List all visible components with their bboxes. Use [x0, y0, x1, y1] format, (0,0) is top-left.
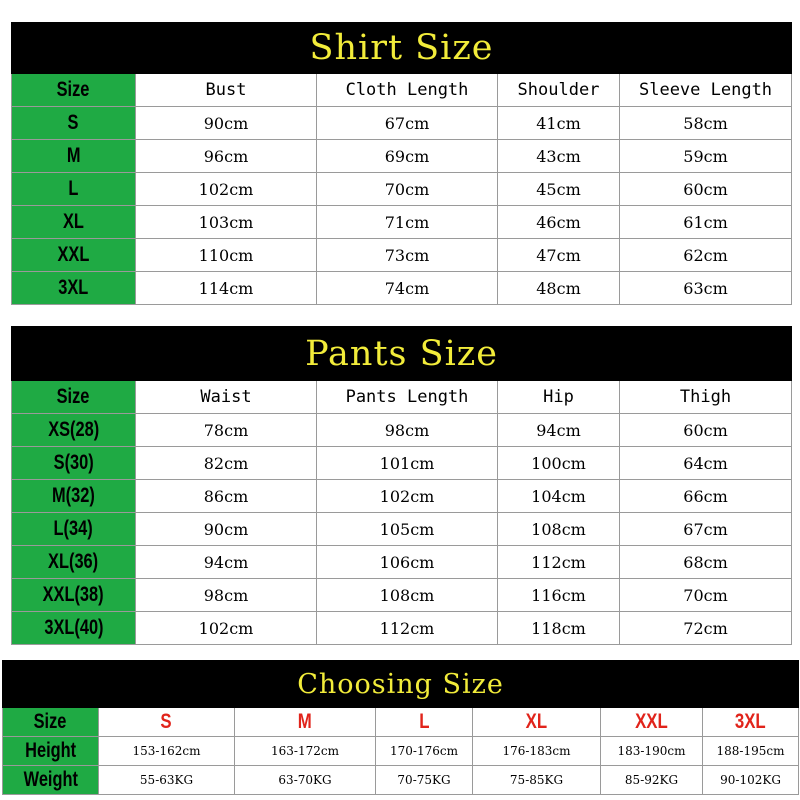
size-cell: M: [12, 140, 136, 173]
weight-cell: 70-75KG: [376, 766, 473, 795]
value-cell: 103cm: [136, 206, 317, 239]
pants-header-size: Size: [12, 381, 136, 414]
value-cell: 63cm: [620, 272, 792, 305]
value-cell: 74cm: [317, 272, 498, 305]
value-cell: 94cm: [136, 546, 317, 579]
shirt-header-row: [12, 74, 792, 107]
size-option: L: [376, 708, 473, 737]
value-cell: 104cm: [498, 480, 620, 513]
value-cell: 106cm: [317, 546, 498, 579]
shirt-size-title: Shirt Size: [12, 23, 792, 74]
value-cell: 67cm: [620, 513, 792, 546]
weight-cell: 55-63KG: [99, 766, 235, 795]
shirt-header-shoulder: Shoulder: [498, 74, 620, 107]
size-cell: XL: [12, 206, 136, 239]
pants-header-row: [12, 381, 792, 414]
size-cell: XXL: [12, 239, 136, 272]
value-cell: 67cm: [317, 107, 498, 140]
choosing-size-label: Size: [3, 708, 99, 737]
size-cell: M(32): [12, 480, 136, 513]
height-cell: 188-195cm: [703, 737, 799, 766]
weight-cell: 63-70KG: [235, 766, 376, 795]
value-cell: 110cm: [136, 239, 317, 272]
pants-header-waist: Waist: [136, 381, 317, 414]
pants-size-title: Pants Size: [12, 327, 792, 381]
value-cell: 112cm: [498, 546, 620, 579]
value-cell: 78cm: [136, 414, 317, 447]
choosing-size-title: Choosing Size: [3, 661, 799, 708]
value-cell: 58cm: [620, 107, 792, 140]
shirt-header-sleeve-length: Sleeve Length: [620, 74, 792, 107]
value-cell: 64cm: [620, 447, 792, 480]
choosing-size-row: [3, 708, 799, 737]
value-cell: 70cm: [317, 173, 498, 206]
size-cell: 3XL: [12, 272, 136, 305]
height-cell: 163-172cm: [235, 737, 376, 766]
weight-cell: 85-92KG: [601, 766, 703, 795]
value-cell: 60cm: [620, 414, 792, 447]
choosing-size-table: [2, 660, 799, 795]
value-cell: 105cm: [317, 513, 498, 546]
size-cell: S: [12, 107, 136, 140]
value-cell: 118cm: [498, 612, 620, 645]
size-cell: XXL(38): [12, 579, 136, 612]
table-row: [12, 513, 792, 546]
value-cell: 68cm: [620, 546, 792, 579]
value-cell: 112cm: [317, 612, 498, 645]
height-cell: 176-183cm: [473, 737, 601, 766]
height-cell: 183-190cm: [601, 737, 703, 766]
height-cell: 153-162cm: [99, 737, 235, 766]
value-cell: 108cm: [498, 513, 620, 546]
pants-header-pants-length: Pants Length: [317, 381, 498, 414]
size-cell: L: [12, 173, 136, 206]
size-cell: S(30): [12, 447, 136, 480]
table-row: [12, 239, 792, 272]
table-row: [12, 447, 792, 480]
size-option: S: [99, 708, 235, 737]
value-cell: 71cm: [317, 206, 498, 239]
height-cell: 170-176cm: [376, 737, 473, 766]
value-cell: 61cm: [620, 206, 792, 239]
height-label: Height: [3, 737, 99, 766]
value-cell: 43cm: [498, 140, 620, 173]
table-row: [12, 107, 792, 140]
size-option: 3XL: [703, 708, 799, 737]
value-cell: 90cm: [136, 513, 317, 546]
table-row: [12, 612, 792, 645]
value-cell: 98cm: [136, 579, 317, 612]
value-cell: 48cm: [498, 272, 620, 305]
value-cell: 73cm: [317, 239, 498, 272]
shirt-header-cloth-length: Cloth Length: [317, 74, 498, 107]
value-cell: 102cm: [317, 480, 498, 513]
value-cell: 98cm: [317, 414, 498, 447]
choosing-height-row: [3, 737, 799, 766]
size-cell: XS(28): [12, 414, 136, 447]
shirt-size-table: [11, 22, 792, 305]
pants-header-hip: Hip: [498, 381, 620, 414]
value-cell: 46cm: [498, 206, 620, 239]
value-cell: 102cm: [136, 612, 317, 645]
value-cell: 70cm: [620, 579, 792, 612]
value-cell: 90cm: [136, 107, 317, 140]
value-cell: 100cm: [498, 447, 620, 480]
size-option: M: [235, 708, 376, 737]
size-cell: XL(36): [12, 546, 136, 579]
value-cell: 47cm: [498, 239, 620, 272]
value-cell: 96cm: [136, 140, 317, 173]
value-cell: 72cm: [620, 612, 792, 645]
value-cell: 108cm: [317, 579, 498, 612]
value-cell: 101cm: [317, 447, 498, 480]
weight-cell: 75-85KG: [473, 766, 601, 795]
size-option: XL: [473, 708, 601, 737]
table-row: [12, 272, 792, 305]
pants-header-thigh: Thigh: [620, 381, 792, 414]
shirt-header-size: Size: [12, 74, 136, 107]
table-row: [12, 546, 792, 579]
size-cell: 3XL(40): [12, 612, 136, 645]
value-cell: 59cm: [620, 140, 792, 173]
value-cell: 62cm: [620, 239, 792, 272]
shirt-header-bust: Bust: [136, 74, 317, 107]
choosing-weight-row: [3, 766, 799, 795]
table-row: [12, 480, 792, 513]
pants-size-table: [11, 326, 792, 645]
value-cell: 60cm: [620, 173, 792, 206]
value-cell: 69cm: [317, 140, 498, 173]
table-row: [12, 579, 792, 612]
value-cell: 116cm: [498, 579, 620, 612]
size-cell: L(34): [12, 513, 136, 546]
table-row: [12, 206, 792, 239]
value-cell: 66cm: [620, 480, 792, 513]
size-option: XXL: [601, 708, 703, 737]
value-cell: 41cm: [498, 107, 620, 140]
value-cell: 82cm: [136, 447, 317, 480]
value-cell: 45cm: [498, 173, 620, 206]
weight-cell: 90-102KG: [703, 766, 799, 795]
value-cell: 114cm: [136, 272, 317, 305]
value-cell: 94cm: [498, 414, 620, 447]
weight-label: Weight: [3, 766, 99, 795]
value-cell: 102cm: [136, 173, 317, 206]
table-row: [12, 414, 792, 447]
value-cell: 86cm: [136, 480, 317, 513]
table-row: [12, 140, 792, 173]
table-row: [12, 173, 792, 206]
